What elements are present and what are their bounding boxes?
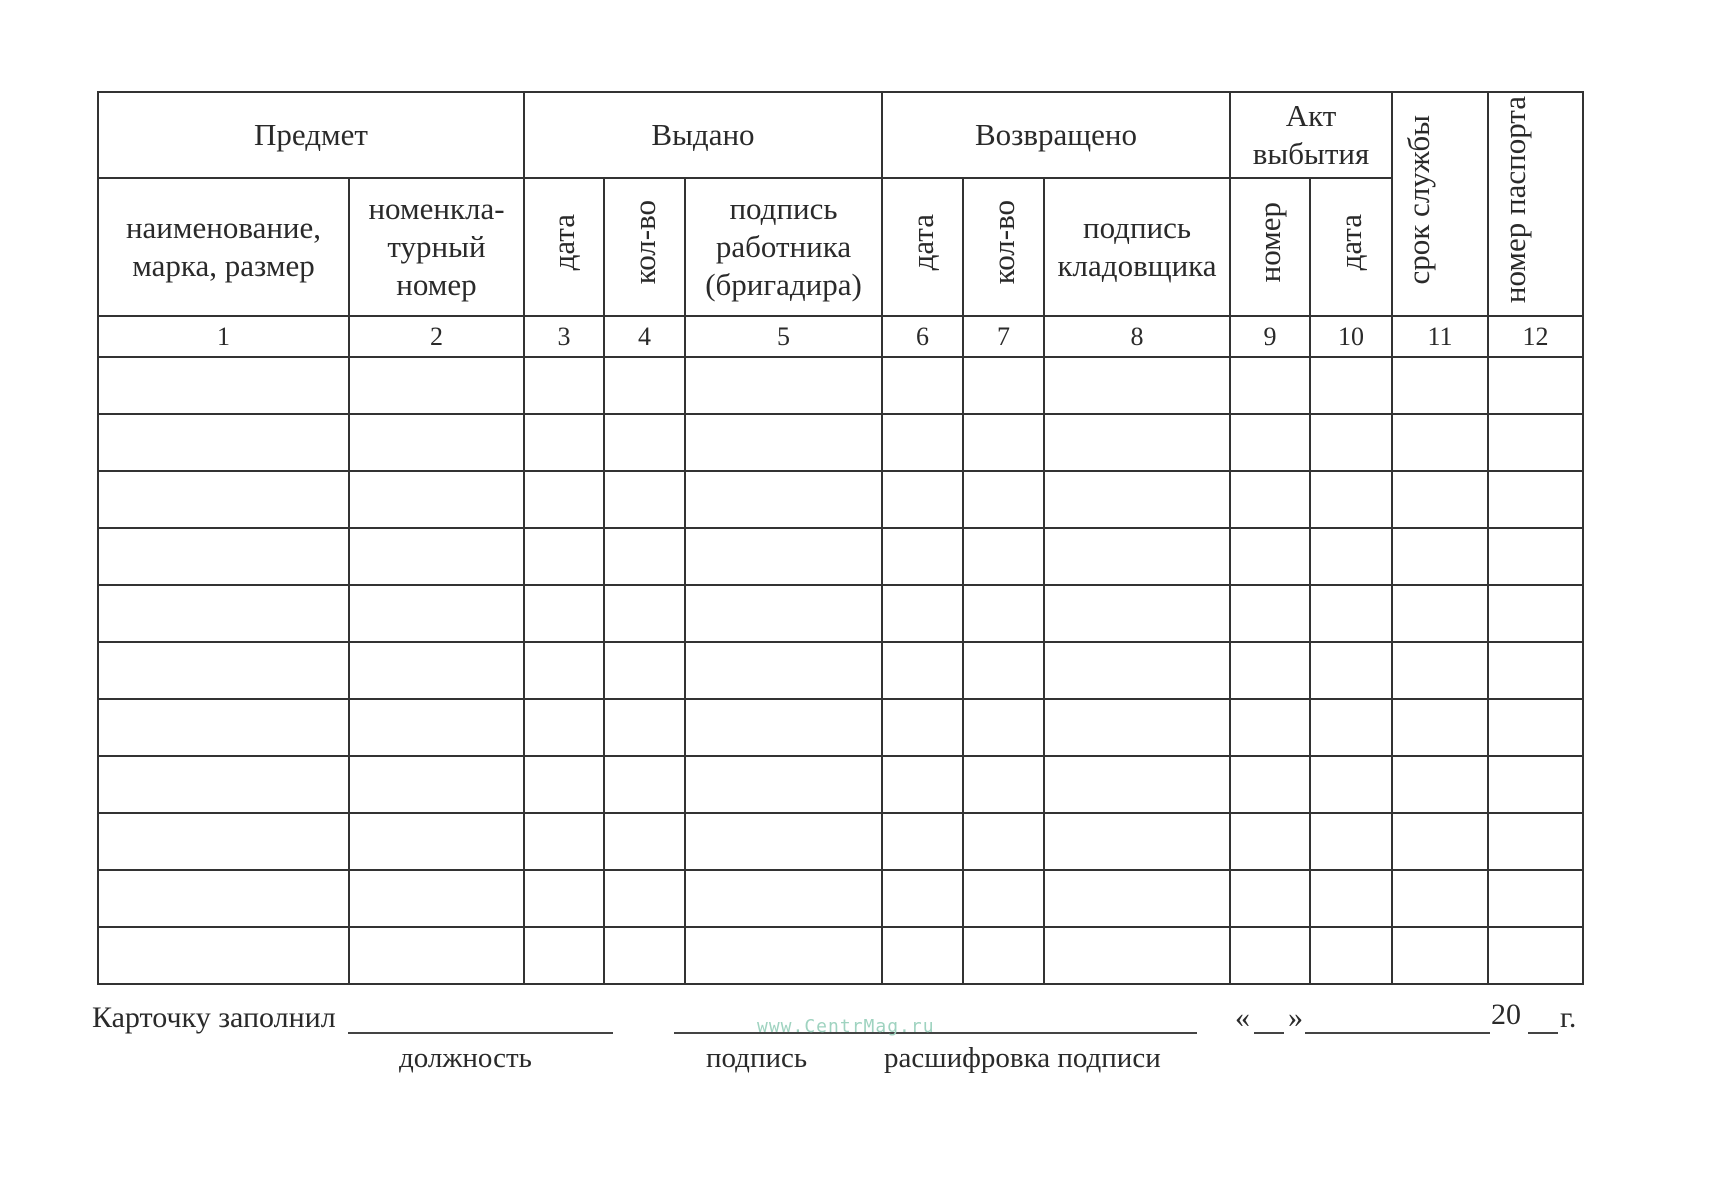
table-cell[interactable] xyxy=(524,357,604,414)
table-cell[interactable] xyxy=(1230,471,1310,528)
table-cell[interactable] xyxy=(1488,357,1583,414)
table-cell[interactable] xyxy=(98,528,349,585)
table-cell[interactable] xyxy=(963,756,1044,813)
table-cell[interactable] xyxy=(349,699,524,756)
table-cell[interactable] xyxy=(1044,756,1230,813)
caption-signature: подпись xyxy=(706,1042,808,1074)
table-cell[interactable] xyxy=(98,870,349,927)
table-cell[interactable] xyxy=(963,813,1044,870)
table-row xyxy=(98,528,1583,585)
column-number-row xyxy=(98,316,1583,357)
table-cell[interactable] xyxy=(882,585,963,642)
table-cell[interactable] xyxy=(349,927,524,984)
table-cell[interactable] xyxy=(1488,528,1583,585)
column-number: 11 xyxy=(1392,316,1488,357)
table-cell[interactable] xyxy=(524,414,604,471)
table-cell[interactable] xyxy=(1310,699,1392,756)
table-cell[interactable] xyxy=(1488,642,1583,699)
table-row xyxy=(98,414,1583,471)
table-cell[interactable] xyxy=(1392,699,1488,756)
table-cell[interactable] xyxy=(1392,813,1488,870)
table-cell[interactable] xyxy=(349,870,524,927)
table-cell[interactable] xyxy=(604,756,685,813)
table-cell[interactable] xyxy=(349,813,524,870)
column-number: 8 xyxy=(1044,316,1230,357)
header-returned: Возвращено xyxy=(882,92,1230,178)
table-cell[interactable] xyxy=(685,756,882,813)
table-row xyxy=(98,699,1583,756)
table-cell[interactable] xyxy=(882,642,963,699)
table-cell[interactable] xyxy=(1230,756,1310,813)
table-cell[interactable] xyxy=(1488,870,1583,927)
column-number: 1 xyxy=(98,316,349,357)
table-cell[interactable] xyxy=(1044,585,1230,642)
table-cell[interactable] xyxy=(963,642,1044,699)
year-suffix: г. xyxy=(1560,1001,1577,1034)
table-cell[interactable] xyxy=(349,414,524,471)
table-cell[interactable] xyxy=(1044,357,1230,414)
column-number: 5 xyxy=(685,316,882,357)
table-cell[interactable] xyxy=(98,813,349,870)
table-cell[interactable] xyxy=(685,642,882,699)
table-cell[interactable] xyxy=(604,642,685,699)
table-cell[interactable] xyxy=(524,813,604,870)
table-cell[interactable] xyxy=(1230,870,1310,927)
table-cell[interactable] xyxy=(604,414,685,471)
header-item: Предмет xyxy=(98,92,524,178)
table-cell[interactable] xyxy=(604,471,685,528)
table-cell[interactable] xyxy=(1392,585,1488,642)
year-line[interactable] xyxy=(1528,1032,1558,1034)
table-cell[interactable] xyxy=(349,756,524,813)
table-cell[interactable] xyxy=(604,528,685,585)
table-cell[interactable] xyxy=(882,528,963,585)
column-number: 10 xyxy=(1310,316,1392,357)
table-cell[interactable] xyxy=(1488,756,1583,813)
table-cell[interactable] xyxy=(1392,528,1488,585)
day-line[interactable] xyxy=(1254,1032,1284,1034)
column-number: 12 xyxy=(1488,316,1583,357)
table-cell[interactable] xyxy=(98,414,349,471)
table-cell[interactable] xyxy=(1488,813,1583,870)
header-passport-number: номер паспорта xyxy=(1488,92,1583,316)
table-cell[interactable] xyxy=(1044,642,1230,699)
table-cell[interactable] xyxy=(1310,471,1392,528)
table-cell[interactable] xyxy=(349,585,524,642)
table-row xyxy=(98,756,1583,813)
table-cell[interactable] xyxy=(882,471,963,528)
table-cell[interactable] xyxy=(1392,927,1488,984)
table-cell[interactable] xyxy=(685,357,882,414)
table-cell[interactable] xyxy=(1392,414,1488,471)
table-cell[interactable] xyxy=(1310,756,1392,813)
subheader-issued-date: дата xyxy=(524,178,604,316)
table-cell[interactable] xyxy=(963,699,1044,756)
table-cell[interactable] xyxy=(963,357,1044,414)
table-cell[interactable] xyxy=(604,357,685,414)
month-line[interactable] xyxy=(1305,1032,1490,1034)
year-prefix: 20 xyxy=(1491,998,1521,1031)
table-cell[interactable] xyxy=(604,699,685,756)
header-service-life: срок службы xyxy=(1392,92,1488,316)
subheader-returned-qty: кол-во xyxy=(963,178,1044,316)
date-open-quote: « xyxy=(1235,1001,1250,1034)
table-cell[interactable] xyxy=(1310,927,1392,984)
table-cell[interactable] xyxy=(963,585,1044,642)
table-cell[interactable] xyxy=(604,927,685,984)
table-cell[interactable] xyxy=(604,813,685,870)
table-cell[interactable] xyxy=(524,642,604,699)
table-cell[interactable] xyxy=(1392,870,1488,927)
table-row xyxy=(98,870,1583,927)
column-number: 9 xyxy=(1230,316,1310,357)
signature-line[interactable] xyxy=(674,1032,1197,1034)
table-cell[interactable] xyxy=(1488,927,1583,984)
table-cell[interactable] xyxy=(963,528,1044,585)
date-close-quote: » xyxy=(1288,1001,1303,1034)
table-cell[interactable] xyxy=(882,357,963,414)
table-cell[interactable] xyxy=(1044,813,1230,870)
table-cell[interactable] xyxy=(685,927,882,984)
table-cell[interactable] xyxy=(1230,927,1310,984)
table-cell[interactable] xyxy=(349,357,524,414)
table-cell[interactable] xyxy=(1230,699,1310,756)
table-cell[interactable] xyxy=(1488,585,1583,642)
table-cell[interactable] xyxy=(524,927,604,984)
table-cell[interactable] xyxy=(1230,642,1310,699)
watermark: www.CentrMag.ru xyxy=(757,1016,935,1037)
table-cell[interactable] xyxy=(1044,927,1230,984)
table-cell[interactable] xyxy=(1230,414,1310,471)
table-cell[interactable] xyxy=(963,927,1044,984)
table-row xyxy=(98,357,1583,414)
table-cell[interactable] xyxy=(685,870,882,927)
table-row xyxy=(98,813,1583,870)
table-cell[interactable] xyxy=(98,585,349,642)
table-cell[interactable] xyxy=(963,471,1044,528)
caption-position: должность xyxy=(399,1042,532,1074)
subheader-act-date: дата xyxy=(1310,178,1392,316)
table-cell[interactable] xyxy=(524,699,604,756)
table-cell[interactable] xyxy=(1392,471,1488,528)
table-cell[interactable] xyxy=(1310,870,1392,927)
table-cell[interactable] xyxy=(604,585,685,642)
table-row xyxy=(98,642,1583,699)
personal-card-table xyxy=(97,91,1584,985)
table-cell[interactable] xyxy=(349,642,524,699)
table-cell[interactable] xyxy=(1488,414,1583,471)
subheader-worker-signature: подпись работника (бригадира) xyxy=(685,178,882,316)
subheader-returned-date: дата xyxy=(882,178,963,316)
table-cell[interactable] xyxy=(1310,642,1392,699)
table-cell[interactable] xyxy=(1310,528,1392,585)
table-cell[interactable] xyxy=(98,756,349,813)
table-cell[interactable] xyxy=(1044,699,1230,756)
column-number: 6 xyxy=(882,316,963,357)
subheader-storekeeper-signature: подпись кладовщика xyxy=(1044,178,1230,316)
table-cell[interactable] xyxy=(685,699,882,756)
header-issued: Выдано xyxy=(524,92,882,178)
table-cell[interactable] xyxy=(1230,585,1310,642)
table-cell[interactable] xyxy=(1392,357,1488,414)
table-cell[interactable] xyxy=(1044,471,1230,528)
subheader-issued-qty: кол-во xyxy=(604,178,685,316)
table-cell[interactable] xyxy=(349,471,524,528)
table-cell[interactable] xyxy=(1044,528,1230,585)
table-cell[interactable] xyxy=(685,471,882,528)
table-row xyxy=(98,927,1583,984)
filled-by-label: Карточку заполнил xyxy=(92,1001,336,1034)
column-number: 3 xyxy=(524,316,604,357)
table-cell[interactable] xyxy=(882,813,963,870)
table-cell[interactable] xyxy=(685,585,882,642)
table-cell[interactable] xyxy=(524,471,604,528)
subheader-act-number: номер xyxy=(1230,178,1310,316)
position-line[interactable] xyxy=(348,1032,613,1034)
table-cell[interactable] xyxy=(1230,813,1310,870)
table-cell[interactable] xyxy=(1488,699,1583,756)
table-cell[interactable] xyxy=(1230,528,1310,585)
table-cell[interactable] xyxy=(98,471,349,528)
table-cell[interactable] xyxy=(1488,471,1583,528)
column-number: 4 xyxy=(604,316,685,357)
column-number: 2 xyxy=(349,316,524,357)
table-cell[interactable] xyxy=(882,699,963,756)
table-cell[interactable] xyxy=(98,357,349,414)
table-row xyxy=(98,471,1583,528)
caption-signature-decoding: расшифровка подписи xyxy=(884,1042,1161,1074)
table-cell[interactable] xyxy=(98,642,349,699)
table-cell[interactable] xyxy=(524,585,604,642)
table-cell[interactable] xyxy=(963,414,1044,471)
table-cell[interactable] xyxy=(1310,414,1392,471)
subheader-name: наименование, марка, размер xyxy=(98,178,349,316)
subheader-nomenclature: номенкла- турный номер xyxy=(349,178,524,316)
table-cell[interactable] xyxy=(1310,357,1392,414)
table-cell[interactable] xyxy=(98,927,349,984)
table-cell[interactable] xyxy=(604,870,685,927)
table-cell[interactable] xyxy=(1310,813,1392,870)
table-cell[interactable] xyxy=(882,414,963,471)
table-cell[interactable] xyxy=(685,813,882,870)
table-cell[interactable] xyxy=(524,870,604,927)
table-cell[interactable] xyxy=(98,699,349,756)
table-cell[interactable] xyxy=(882,756,963,813)
table-cell[interactable] xyxy=(1310,585,1392,642)
table-cell[interactable] xyxy=(882,870,963,927)
table-cell[interactable] xyxy=(963,870,1044,927)
table-cell[interactable] xyxy=(882,927,963,984)
table-cell[interactable] xyxy=(1392,756,1488,813)
header-writeoff-act: Акт выбытия xyxy=(1230,92,1392,178)
table-cell[interactable] xyxy=(685,414,882,471)
table-cell[interactable] xyxy=(685,528,882,585)
table-cell[interactable] xyxy=(349,528,524,585)
table-cell[interactable] xyxy=(524,528,604,585)
table-cell[interactable] xyxy=(1044,414,1230,471)
table-cell[interactable] xyxy=(1392,642,1488,699)
table-cell[interactable] xyxy=(1044,870,1230,927)
table-row xyxy=(98,585,1583,642)
table-cell[interactable] xyxy=(524,756,604,813)
column-number: 7 xyxy=(963,316,1044,357)
table-cell[interactable] xyxy=(1230,357,1310,414)
